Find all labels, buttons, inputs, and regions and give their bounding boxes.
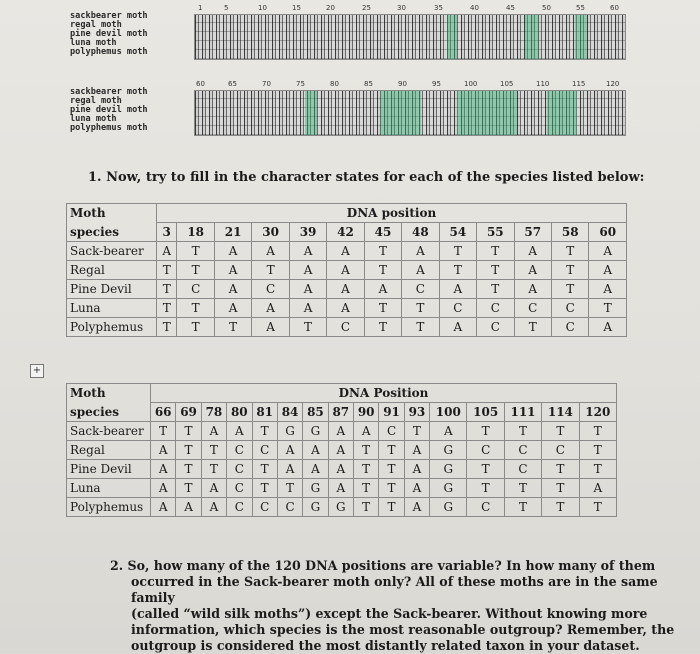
nucleotide-cell: T <box>589 299 627 318</box>
species-name: Sack-bearer <box>67 242 157 261</box>
nucleotide-cell: A <box>201 498 226 517</box>
nucleotide-cell: T <box>477 280 514 299</box>
nucleotide-cell: A <box>430 422 467 441</box>
nucleotide-cell: C <box>439 299 476 318</box>
sequence-image-bottom <box>194 90 626 136</box>
table-move-handle-icon[interactable]: + <box>30 364 44 378</box>
species-name: Sack-bearer <box>67 422 151 441</box>
species-name: Luna <box>67 299 157 318</box>
sequence-alignment-bottom <box>66 80 632 138</box>
nucleotide-cell: C <box>551 318 588 337</box>
nucleotide-cell: T <box>379 479 404 498</box>
nucleotide-cell: A <box>328 441 353 460</box>
nucleotide-cell: G <box>430 498 467 517</box>
nucleotide-cell: T <box>364 299 401 318</box>
position-header: 78 <box>201 403 226 422</box>
table-row <box>67 498 617 517</box>
highlight-column <box>525 15 539 59</box>
highlight-column <box>547 91 577 135</box>
nucleotide-cell: A <box>151 498 176 517</box>
nucleotide-cell: T <box>504 479 541 498</box>
position-header: 100 <box>430 403 467 422</box>
table-row <box>67 280 627 299</box>
position-header: 18 <box>177 223 214 242</box>
nucleotide-cell: C <box>504 460 541 479</box>
nucleotide-cell: A <box>589 261 627 280</box>
table-row <box>67 479 617 498</box>
position-header: 39 <box>289 223 326 242</box>
nucleotide-cell: A <box>402 261 439 280</box>
nucleotide-cell: T <box>354 498 379 517</box>
nucleotide-cell: A <box>514 280 551 299</box>
species-label-list <box>70 12 182 57</box>
table-row <box>67 261 627 280</box>
nucleotide-cell: A <box>151 441 176 460</box>
nucleotide-cell: A <box>514 242 551 261</box>
nucleotide-cell: T <box>439 242 476 261</box>
nucleotide-cell: A <box>303 441 328 460</box>
table-row <box>67 441 617 460</box>
nucleotide-cell: T <box>542 498 579 517</box>
nucleotide-cell: C <box>514 299 551 318</box>
ruler-tick: 20 <box>326 4 335 12</box>
ruler-tick: 115 <box>572 80 586 88</box>
position-header: 55 <box>477 223 514 242</box>
ruler-tick: 90 <box>398 80 407 88</box>
nucleotide-cell: A <box>589 280 627 299</box>
table-title: DNA Position <box>151 384 617 403</box>
nucleotide-cell: T <box>214 318 251 337</box>
species-label: polyphemus moth <box>70 123 148 133</box>
nucleotide-cell: C <box>477 318 514 337</box>
position-header: 93 <box>404 403 429 422</box>
nucleotide-cell: A <box>252 299 289 318</box>
nucleotide-cell: T <box>467 479 504 498</box>
nucleotide-cell: A <box>327 261 364 280</box>
ruler-tick: 55 <box>576 4 585 12</box>
position-header: 84 <box>277 403 302 422</box>
nucleotide-cell: A <box>589 318 627 337</box>
question-2 <box>110 558 700 654</box>
position-header: 3 <box>157 223 177 242</box>
nucleotide-cell: A <box>252 318 289 337</box>
nucleotide-cell: T <box>176 422 201 441</box>
nucleotide-cell: T <box>504 422 541 441</box>
position-header: 57 <box>514 223 551 242</box>
nucleotide-cell: C <box>551 299 588 318</box>
dna-table-1 <box>66 203 627 337</box>
nucleotide-cell: A <box>277 441 302 460</box>
nucleotide-cell: A <box>404 498 429 517</box>
nucleotide-cell: A <box>289 242 326 261</box>
species-name: Luna <box>67 479 151 498</box>
ruler-tick: 60 <box>196 80 205 88</box>
nucleotide-cell: T <box>402 318 439 337</box>
species-name: Pine Devil <box>67 280 157 299</box>
position-header: 120 <box>579 403 616 422</box>
position-header: 60 <box>589 223 627 242</box>
nucleotide-cell: T <box>514 318 551 337</box>
table-row <box>67 318 627 337</box>
nucleotide-cell: T <box>201 460 226 479</box>
nucleotide-cell: T <box>542 422 579 441</box>
nucleotide-cell: A <box>157 242 177 261</box>
question-1: 1. Now, try to fill in the character states for each of the species listed below: <box>88 170 645 185</box>
nucleotide-cell: G <box>303 498 328 517</box>
nucleotide-cell: A <box>289 261 326 280</box>
position-header: 85 <box>303 403 328 422</box>
nucleotide-cell: T <box>177 261 214 280</box>
question-2-line: information, which species is the most reasonable outgroup? Remember, the <box>131 622 675 637</box>
position-header: 30 <box>252 223 289 242</box>
nucleotide-cell: T <box>379 498 404 517</box>
position-header: 90 <box>354 403 379 422</box>
nucleotide-cell: T <box>176 441 201 460</box>
highlight-column <box>305 91 317 135</box>
ruler-tick: 35 <box>434 4 443 12</box>
nucleotide-cell: A <box>289 299 326 318</box>
nucleotide-cell: C <box>504 441 541 460</box>
nucleotide-cell: T <box>157 318 177 337</box>
position-header: 111 <box>504 403 541 422</box>
nucleotide-cell: C <box>227 441 252 460</box>
nucleotide-cell: T <box>177 299 214 318</box>
nucleotide-cell: C <box>177 280 214 299</box>
nucleotide-cell: T <box>364 242 401 261</box>
species-label: regal moth <box>70 20 122 30</box>
nucleotide-cell: T <box>354 441 379 460</box>
nucleotide-cell: T <box>252 261 289 280</box>
dna-table-2 <box>66 383 617 517</box>
nucleotide-cell: T <box>157 280 177 299</box>
nucleotide-cell: A <box>328 460 353 479</box>
nucleotide-cell: T <box>439 261 476 280</box>
nucleotide-cell: T <box>201 441 226 460</box>
nucleotide-cell: T <box>551 280 588 299</box>
species-name: Polyphemus <box>67 318 157 337</box>
ruler-tick: 50 <box>542 4 551 12</box>
species-name: Regal <box>67 441 151 460</box>
nucleotide-cell: A <box>214 261 251 280</box>
ruler-tick: 65 <box>228 80 237 88</box>
ruler-tick: 15 <box>292 4 301 12</box>
nucleotide-cell: T <box>542 460 579 479</box>
nucleotide-cell: G <box>430 479 467 498</box>
species-name: Regal <box>67 261 157 280</box>
nucleotide-cell: T <box>467 422 504 441</box>
nucleotide-cell: A <box>214 280 251 299</box>
position-header: 48 <box>402 223 439 242</box>
nucleotide-cell: T <box>151 422 176 441</box>
species-name: Polyphemus <box>67 498 151 517</box>
ruler-tick: 110 <box>536 80 550 88</box>
nucleotide-cell: C <box>402 280 439 299</box>
nucleotide-cell: G <box>277 422 302 441</box>
species-label: pine devil moth <box>70 105 148 115</box>
ruler-tick: 5 <box>224 4 229 12</box>
nucleotide-cell: A <box>364 280 401 299</box>
ruler-tick: 40 <box>470 4 479 12</box>
nucleotide-cell: G <box>430 441 467 460</box>
ruler-tick: 10 <box>258 4 267 12</box>
corner-subheader: species <box>67 223 157 242</box>
nucleotide-cell: A <box>277 460 302 479</box>
nucleotide-cell: C <box>277 498 302 517</box>
nucleotide-cell: T <box>157 261 177 280</box>
species-label-list <box>70 88 182 133</box>
nucleotide-cell: T <box>289 318 326 337</box>
nucleotide-cell: A <box>328 422 353 441</box>
nucleotide-cell: T <box>379 460 404 479</box>
nucleotide-cell: T <box>467 460 504 479</box>
position-header: 81 <box>252 403 277 422</box>
position-header: 80 <box>227 403 252 422</box>
species-label: polyphemus moth <box>70 47 148 57</box>
species-name: Pine Devil <box>67 460 151 479</box>
nucleotide-cell: A <box>579 479 616 498</box>
question-2-line: occurred in the Sack-bearer moth only? All of these moths are in the same family <box>131 574 658 605</box>
position-header: 87 <box>328 403 353 422</box>
nucleotide-cell: A <box>404 460 429 479</box>
ruler-tick: 30 <box>397 4 406 12</box>
ruler-tick: 75 <box>296 80 305 88</box>
nucleotide-cell: A <box>289 280 326 299</box>
highlight-column <box>447 15 457 59</box>
highlight-column <box>457 91 517 135</box>
nucleotide-cell: T <box>551 242 588 261</box>
nucleotide-cell: A <box>201 479 226 498</box>
ruler-tick: 25 <box>362 4 371 12</box>
position-header: 105 <box>467 403 504 422</box>
nucleotide-cell: T <box>379 441 404 460</box>
ruler-tick: 95 <box>432 80 441 88</box>
question-2-line: (called “wild silk moths”) except the Sack-bearer. Without knowing more <box>131 606 648 621</box>
nucleotide-cell: T <box>277 479 302 498</box>
nucleotide-cell: T <box>354 479 379 498</box>
nucleotide-cell: T <box>252 422 277 441</box>
ruler-tick: 80 <box>330 80 339 88</box>
nucleotide-cell: T <box>402 299 439 318</box>
sequence-alignment-top <box>66 4 632 62</box>
ruler-tick: 70 <box>262 80 271 88</box>
nucleotide-cell: T <box>252 460 277 479</box>
species-label: pine devil moth <box>70 29 148 39</box>
nucleotide-cell: T <box>364 318 401 337</box>
nucleotide-cell: A <box>439 280 476 299</box>
nucleotide-cell: A <box>354 422 379 441</box>
nucleotide-cell: T <box>542 479 579 498</box>
nucleotide-cell: T <box>477 242 514 261</box>
species-label: sackbearer moth <box>70 11 148 21</box>
ruler-tick: 45 <box>506 4 515 12</box>
nucleotide-cell: C <box>542 441 579 460</box>
nucleotide-cell: A <box>227 422 252 441</box>
nucleotide-cell: T <box>477 261 514 280</box>
nucleotide-cell: T <box>579 441 616 460</box>
highlight-column <box>575 15 587 59</box>
nucleotide-cell: A <box>303 460 328 479</box>
species-label: sackbearer moth <box>70 87 148 97</box>
position-header: 21 <box>214 223 251 242</box>
nucleotide-cell: A <box>404 479 429 498</box>
question-2-line: outgroup is considered the most distantly related taxon in your dataset. <box>131 638 640 653</box>
species-label: luna moth <box>70 114 117 124</box>
nucleotide-cell: A <box>252 242 289 261</box>
nucleotide-cell: T <box>579 422 616 441</box>
species-label: luna moth <box>70 38 117 48</box>
nucleotide-cell: A <box>327 299 364 318</box>
ruler-tick: 1 <box>198 4 203 12</box>
position-header: 66 <box>151 403 176 422</box>
nucleotide-cell: A <box>439 318 476 337</box>
nucleotide-cell: A <box>514 261 551 280</box>
nucleotide-cell: C <box>227 460 252 479</box>
nucleotide-cell: T <box>404 422 429 441</box>
nucleotide-cell: A <box>151 479 176 498</box>
nucleotide-cell: C <box>227 479 252 498</box>
ruler-tick: 100 <box>464 80 478 88</box>
ruler-tick: 120 <box>606 80 620 88</box>
position-header: 42 <box>327 223 364 242</box>
nucleotide-cell: C <box>227 498 252 517</box>
nucleotide-cell: C <box>467 498 504 517</box>
nucleotide-cell: G <box>328 498 353 517</box>
nucleotide-cell: T <box>176 479 201 498</box>
ruler-top <box>194 4 624 14</box>
nucleotide-cell: T <box>252 479 277 498</box>
nucleotide-cell: T <box>177 242 214 261</box>
corner-header: Moth <box>67 204 157 223</box>
highlight-column <box>381 91 421 135</box>
nucleotide-cell: T <box>579 498 616 517</box>
question-2-line: 2. So, how many of the 120 DNA positions are variable? In how many of them <box>110 558 656 573</box>
ruler-tick: 60 <box>610 4 619 12</box>
nucleotide-cell: A <box>214 242 251 261</box>
nucleotide-cell: G <box>303 479 328 498</box>
nucleotide-cell: T <box>176 460 201 479</box>
position-header: 69 <box>176 403 201 422</box>
table-row <box>67 299 627 318</box>
nucleotide-cell: A <box>176 498 201 517</box>
nucleotide-cell: C <box>379 422 404 441</box>
nucleotide-cell: T <box>157 299 177 318</box>
position-header: 91 <box>379 403 404 422</box>
species-label: regal moth <box>70 96 122 106</box>
nucleotide-cell: A <box>214 299 251 318</box>
nucleotide-cell: T <box>354 460 379 479</box>
position-header: 58 <box>551 223 588 242</box>
position-header: 45 <box>364 223 401 242</box>
nucleotide-cell: G <box>303 422 328 441</box>
nucleotide-cell: A <box>404 441 429 460</box>
nucleotide-cell: A <box>328 479 353 498</box>
nucleotide-cell: T <box>579 460 616 479</box>
nucleotide-cell: T <box>551 261 588 280</box>
nucleotide-cell: G <box>430 460 467 479</box>
nucleotide-cell: T <box>177 318 214 337</box>
ruler-bottom <box>194 80 624 90</box>
nucleotide-cell: A <box>402 242 439 261</box>
corner-subheader: species <box>67 403 151 422</box>
nucleotide-cell: A <box>327 280 364 299</box>
nucleotide-cell: A <box>589 242 627 261</box>
nucleotide-cell: C <box>252 280 289 299</box>
nucleotide-cell: C <box>477 299 514 318</box>
table-title: DNA position <box>157 204 627 223</box>
nucleotide-cell: A <box>327 242 364 261</box>
nucleotide-cell: T <box>364 261 401 280</box>
nucleotide-cell: A <box>201 422 226 441</box>
sequence-image-top <box>194 14 626 60</box>
ruler-tick: 85 <box>364 80 373 88</box>
table-row <box>67 242 627 261</box>
nucleotide-cell: T <box>504 498 541 517</box>
table-row <box>67 460 617 479</box>
nucleotide-cell: A <box>151 460 176 479</box>
nucleotide-cell: C <box>327 318 364 337</box>
position-header: 114 <box>542 403 579 422</box>
position-header: 54 <box>439 223 476 242</box>
nucleotide-cell: C <box>252 441 277 460</box>
nucleotide-cell: C <box>467 441 504 460</box>
corner-header: Moth <box>67 384 151 403</box>
nucleotide-cell: C <box>252 498 277 517</box>
ruler-tick: 105 <box>500 80 514 88</box>
table-row <box>67 422 617 441</box>
